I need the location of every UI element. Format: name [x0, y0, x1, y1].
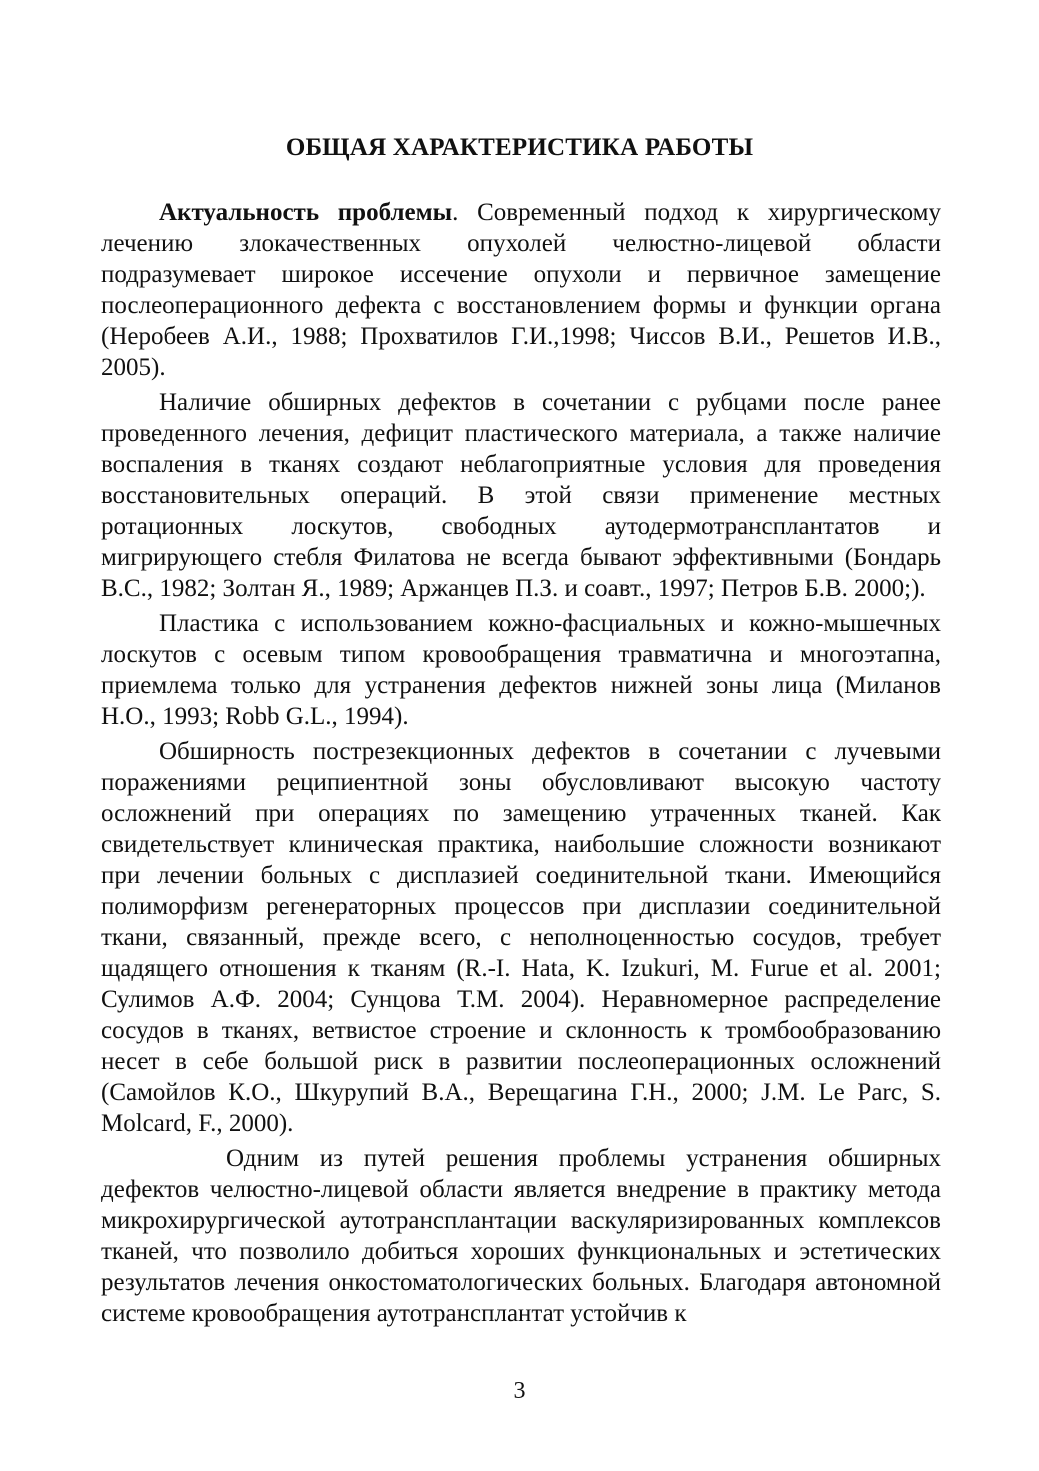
paragraph-postresection-defects: Обширность пострезекционных дефектов в сочетании с лучевыми поражениями реципиентной зоны обусловливают высокую частоту осложнений при операциях по замещению утраченных тканей. Как свидетельствует клиническая практика, наибольшие сложности возникают при лечении больных с дисплазией соединительной ткани. Имеющийся полиморфизм регенераторных процессов при дисплазии соединительной ткани, связанный, прежде всего, с неполноценностью сосудов, требует щадящего отношения к тканям (R.-I. Hata, K. Izukuri, M. Furue et al. 2001; Сулимов А.Ф. 2004; Сунцова Т.М. 2004). Неравномерное распределение сосудов в тканях, ветвистое строение и склонность к тромбообразованию несет в себе большой риск в развитии послеоперационных осложнений (Самойлов К.О., Шкурупий В.А., Верещагина Г.Н., 2000; J.M. Le Parc, S. Molcard, F., 2000).: [101, 738, 941, 1137]
paragraph-microsurgery: Одним из путей решения проблемы устранения обширных дефектов челюстно-лицевой области является внедрение в практику метода микрохирургической аутотрансплантации васкуляризированных комплексов тканей, что позволило добиться хороших функциональных и эстетических результатов лечения онкостоматологических больных. Благодаря автономной системе кровообращения аутотрансплантат устойчив к: [101, 1145, 941, 1327]
page-number: 3: [513, 1378, 526, 1404]
paragraph-text: . Современный подход к хирургическому лечению злокачественных опухолей челюстно-лицевой области подразумевает широкое иссечение опухоли и первичное замещение послеоперационного дефекта с восстановлением формы и функции органа (Неробеев А.И., 1988; Прохватилов Г.И.,1998; Чиссов В.И., Решетов И.В., 2005).: [101, 199, 942, 381]
paragraph-plastic-surgery: Пластика с использованием кожно-фасциальных и кожно-мышечных лоскутов с осевым типом кровообращения травматична и многоэтапна, приемлема только для устранения дефектов нижней зоны лица (Миланов Н.О., 1993; Robb G.L., 1994).: [101, 610, 941, 730]
body-text: [101, 197, 941, 1329]
paragraph-relevance: [101, 197, 941, 383]
paragraph-extensive-defects: Наличие обширных дефектов в сочетании с рубцами после ранее проведенного лечения, дефицит пластического материала, а также наличие воспаления в тканях создают неблагоприятные условия для проведения восстановительных операций. В этой связи применение местных ротационных лоскутов, свободных аутодермотрансплантатов и мигрирующего стебля Филатова не всегда бывают эффективными (Бондарь В.С., 1982; Золтан Я., 1989; Аржанцев П.З. и соавт., 1997; Петров Б.В. 2000;).: [101, 389, 941, 602]
section-title: ОБЩАЯ ХАРАКТЕРИСТИКА РАБОТЫ: [285, 134, 754, 161]
paragraph-lead: Актуальность проблемы: [159, 199, 453, 226]
